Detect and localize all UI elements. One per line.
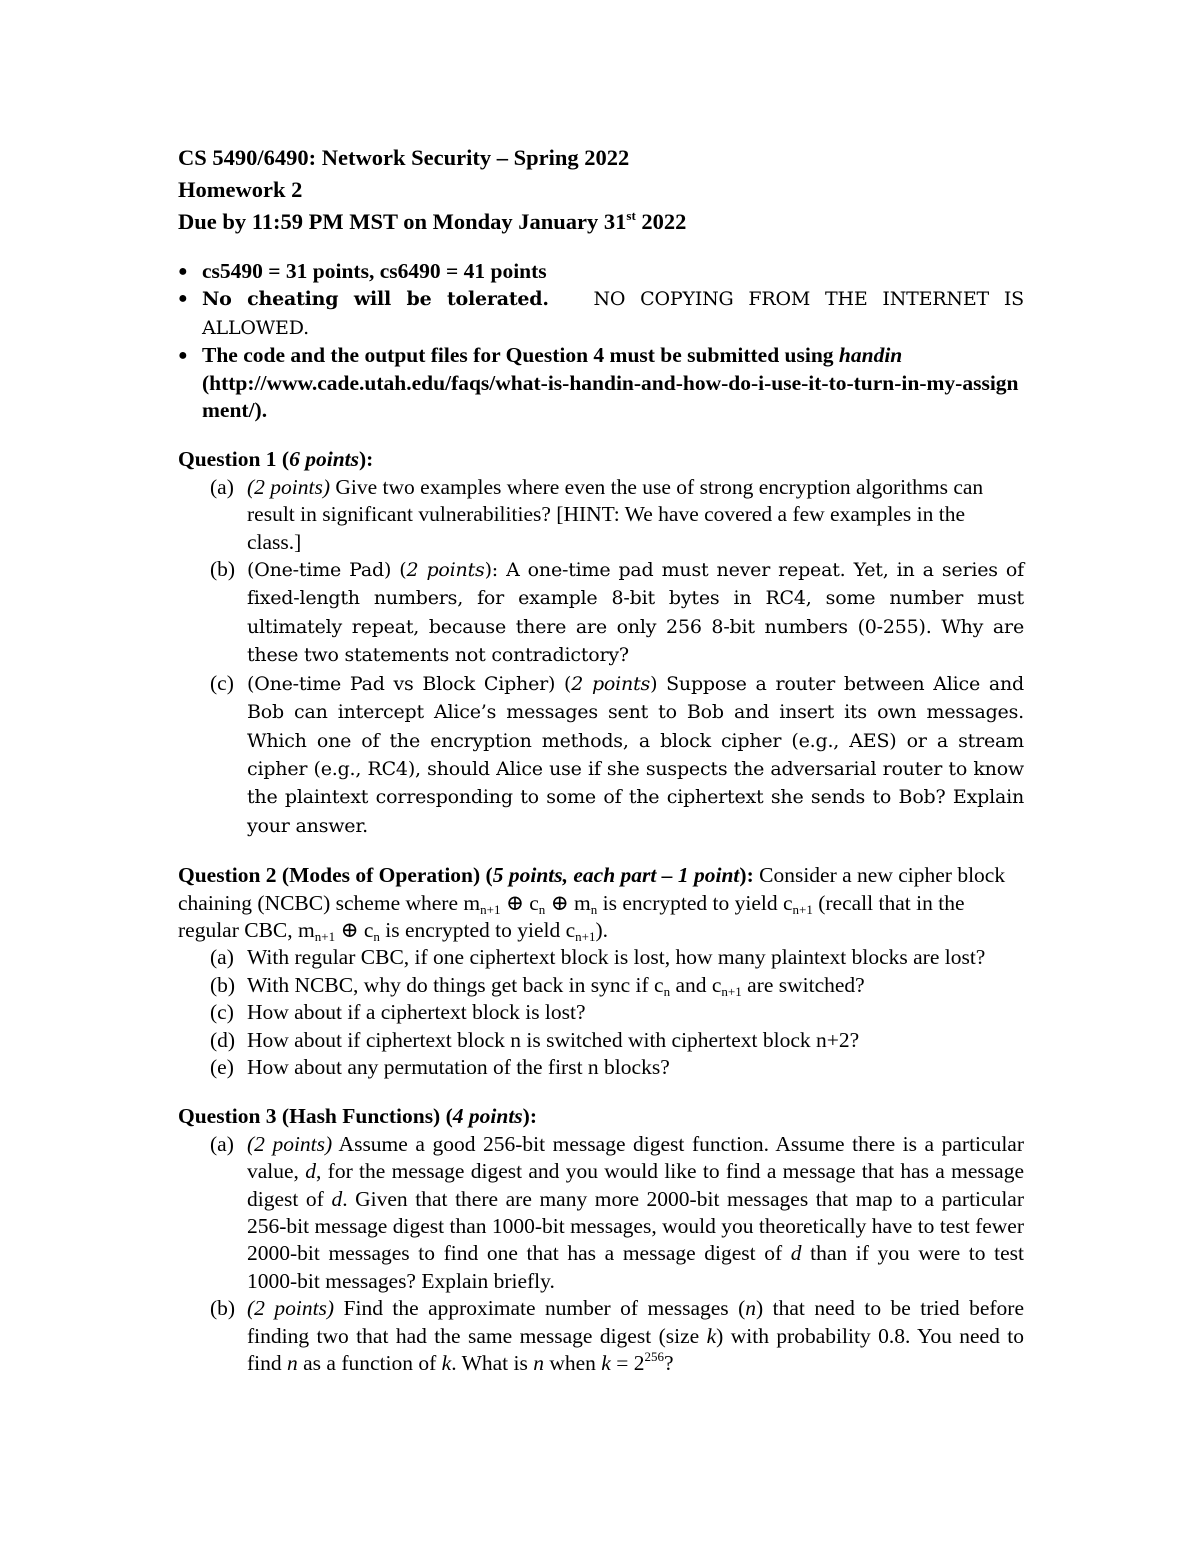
bullet-icon: ● xyxy=(178,290,188,308)
question-2e: (e) How about any permutation of the first n blocks? xyxy=(210,1054,670,1079)
question-1a: (a) (2 points) Give two examples where even the use of strong encryption algorithms can result in significant vulnerabilities? [HINT: We have covered a few examples in the class.] xyxy=(210,474,984,554)
question-3a: (a) (2 points) Assume a good 256-bit message digest function. Assume there is a particular value, d, for the message digest and you would like to find a message that has a message digest of d. Given that there are many more 2000-bit messages that map to a particular 256-bit message digest than 1000-bit messages, would you theoretically have to test fewer 2000-bit messages to find one that has a message digest of d than if you were to test 1000-bit messages? Explain briefly. xyxy=(210,1131,1025,1293)
question-2-intro: Question 2 (Modes of Operation) (5 points, each part – 1 point): Consider a new cipher block chaining (NCBC) scheme where $m_{n+1}$ ⊕ $c_n$ ⊕ $m_n$ is encrypted to yield $c_{n+1}$ (recall that in the regular CBC, $m_{n+1}$ ⊕ $c_n$ is encrypted to yield $c_{n+1}$). xyxy=(178,863,1006,944)
question-3b: (b) (2 points) Find the approximate number of messages (n) that need to be tried before finding two that had the same message digest (size k) with probability 0.8. You need to find n as a function of k. What is n when $k = 2^{256}$? xyxy=(210,1296,1024,1376)
bullet-icon: ● xyxy=(178,263,188,280)
list-item: ● The code and the output files for Question 4 must be submitted using handin (http://www.cade.utah.edu/faqs/what-is-handin-and-how-do-i-use-it-to-turn-in-my-assignment/). xyxy=(178,343,1019,423)
list-item: ● cs5490 = 31 points, cs6490 = 41 points xyxy=(178,258,1024,285)
question-3 xyxy=(178,1103,1024,1377)
course-title: CS 5490/6490: Network Security – Spring 2022 xyxy=(178,145,630,170)
question-2 xyxy=(178,862,1024,1081)
question-2d: (d) How about if ciphertext block n is switched with ciphertext block n+2? xyxy=(210,1027,860,1052)
question-1b: (b) (One-time Pad) (2 points): A one-time pad must never repeat. Yet, in a series of fixed-length numbers, for example 8-bit bytes in RC4, some number must ultimately repeat, because there are only 256 8-bit numbers (0-255). Why are these two statements not contradictory? xyxy=(210,557,1024,667)
question-2a: (a) With regular CBC, if one ciphertext block is lost, how many plaintext blocks are lost? xyxy=(210,945,986,970)
question-3-title: Question 3 (Hash Functions) (4 points): xyxy=(178,1104,537,1129)
bullet-icon: ● xyxy=(178,347,188,365)
question-2c: (c) How about if a ciphertext block is lost? xyxy=(210,1000,586,1025)
question-2b: (b) With NCBC, why do things get back in sync if $c_n$ and $c_{n+1}$ are switched? xyxy=(210,972,865,999)
homework-title: Homework 2 xyxy=(178,177,303,202)
question-1c: (c) (One-time Pad vs Block Cipher) (2 points) Suppose a router between Alice and Bob can intercept Alice’s messages sent to Bob and insert its own messages. Which one of the encryption methods, a block cipher (e.g., AES) or a stream cipher (e.g., RC4), should Alice use if she suspects the adversarial router to know the plaintext corresponding to some of the ciphertext she sends to Bob? Explain your answer. xyxy=(210,670,1024,837)
list-item: ● No cheating will be tolerated. NO COPYING FROM THE INTERNET IS ALLOWED. xyxy=(178,285,1024,342)
question-1-title: Question 1 (6 points): xyxy=(178,447,374,472)
instructions-list xyxy=(178,258,1024,424)
document-header xyxy=(178,142,1024,238)
due-date: Due by 11:59 PM MST on Monday January 31st 2022 xyxy=(178,208,687,234)
handin-link[interactable]: (http://www.cade.utah.edu/faqs/what-is-handin-and-how-do-i-use-it-to-turn-in-my-assignment/). xyxy=(202,370,1019,423)
homework-page xyxy=(178,142,1024,1377)
question-1 xyxy=(178,446,1024,840)
